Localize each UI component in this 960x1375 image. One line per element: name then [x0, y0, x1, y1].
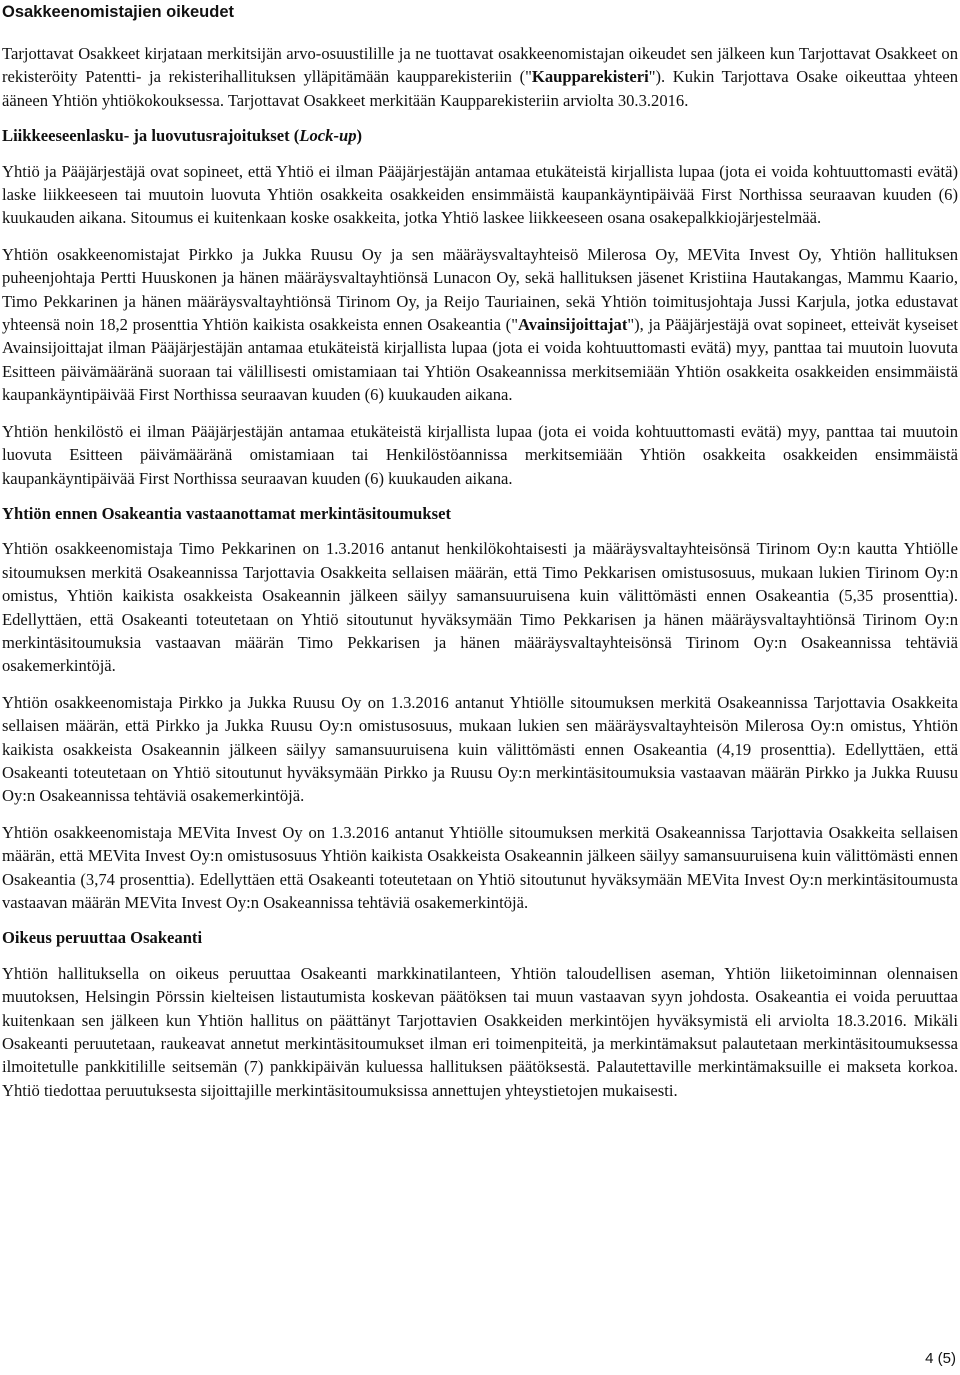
- cancellation-paragraph: Yhtiön hallituksella on oikeus peruuttaa Osakeanti markkinatilanteen, Yhtiön taloudellisen aseman, Yhtiön liiketoiminnan olennaisen muutoksen, Helsingin Pörssin kielteisen listautumista koskevan päätöksen tai muun vastaavan syyn johdosta. Osakeantia ei voida peruuttaa kuitenkaan sen jälkeen kun Yhtiön hallitus on päättänyt Tarjottavien Osakkeiden merkintöjen hyväksymistä eli arviolta 18.3.2016. Mikäli Osakeanti peruutetaan, raukeavat annetut merkintäsitoumukset ilman eri toimenpiteitä, ja merkintämaksut palautetaan merkintäsitoumuksessa ilmoitetulle pankkitilille seitsemän (7) pankkipäivän kuluessa hallituksen päätöksestä. Palautettaville merkintämaksuille ei makseta korkoa. Yhtiö tiedottaa peruutuksesta sijoittajille merkintäsitoumuksissa annettujen yhteystietojen mukaisesti.: [2, 963, 958, 1100]
- defined-term: Avainsijoittajat: [517, 315, 628, 335]
- text-run: Tarjottavat Osakkeet kirjataan merkitsijän arvo-osuustilille ja ne tuottavat osakkeenomistajan oikeudet sen jälkeen kun Tarjottavat Osakkeet on rekisteröity Patentti- ja rekisterihallituksen ylläpitämään kaupparekisteriin (": [2, 44, 958, 87]
- commitment-paragraph-3: Yhtiön osakkeenomistaja MEVita Invest Oy on 1.3.2016 antanut Yhtiölle sitoumuksen merkitä Osakeannissa Tarjottavia Osakkeita sellaisen määrän, että MEVita Invest Oy:n omistusosuus Yhtiön kaikista Osakkeista Osakeannin jälkeen säilyy samansuuruisena kuin välittömästi ennen Osakeantia (3,74 prosenttia). Edellyttäen että Osakeanti toteutetaan on Yhtiö sitoutunut hyväksymään MEVita Invest Oy:n merkintäsitoumusta vastaavan määrän MEVita Invest Oy:n Osakeannissa tehtäviä osakemerkintöjä.: [2, 822, 958, 912]
- lockup-paragraph-3: Yhtiön henkilöstö ei ilman Pääjärjestäjän antamaa etukäteistä kirjallista lupaa (jota ei voida kohtuuttomasti evätä) myy, panttaa tai muutoin luovuta Esitteen päivämääränä omistamiaan tai Henkilöstöannissa merkitsemiään Yhtiön osakkeita osakkeiden ensimmäistä kaupankäyntipäivää First Northissa seuraavan kuuden (6) kuukauden aikana.: [2, 421, 958, 488]
- text-run: "), ja Pääjärjestäjä ovat sopineet, etteivät kyseiset Avainsijoittajat ilman Pääjärjestäjän antamaa etukäteistä kirjallista lupaa (jota ei voida kohtuuttomasti evätä) myy, panttaa tai muutoin luovuta Esitteen päivämääränä suoraan tai välillisesti omistamiaan tai Yhtiön Osakeannissa merkitsemiään Yhtiön osakkeita osakkeiden ensimmäistä kaupankäyntipäivää First Northissa seuraavan kuuden (6) kuukauden aikana.: [2, 315, 958, 405]
- text-run: "). Kukin Tarjottava Osake oikeuttaa yhteen ääneen Yhtiön yhtiökokouksessa. Tarjottavat Osakkeet merkitään Kaupparekisteriin arviolta 30.3.2016.: [2, 67, 958, 110]
- heading-italic: Lock-up: [299, 126, 357, 146]
- commitment-paragraph-2: Yhtiön osakkeenomistaja Pirkko ja Jukka Ruusu Oy on 1.3.2016 antanut Yhtiölle sitoumuksen merkitä Osakeannissa Tarjottavia Osakkeita sellaisen määrän, että Pirkko ja Jukka Ruusu Oy:n omistusosuus, mukaan lukien sen määräysvaltayhteisön Milerosa Oy:n omistus, Yhtiön kaikista osakkeista Osakeannin jälkeen säilyy samansuuruisena kuin välittömästi ennen Osakeantia (4,19 prosenttia). Edellyttäen, että Osakeanti toteutetaan on Yhtiö sitoutunut hyväksymään Pirkko ja Ruusu Oy:n merkintäsitoumuksia vastaavan määrän Pirkko ja Jukka Ruusu Oy:n Osakeannissa tehtäviä osakemerkintöjä.: [2, 692, 958, 806]
- text-run: Yhtiön osakkeenomistajat Pirkko ja Jukka Ruusu Oy ja sen määräysvaltayhteisö Milerosa Oy, MEVita Invest Oy, Yhtiön hallituksen puheenjohtaja Pertti Huuskonen ja hänen määräysvaltayhtiönsä Lunacon Oy, sekä hallituksen jäsenet Kristiina Hautakangas, Mammu Kaario, Timo Pekkarinen ja hänen määräysvaltayhtiönsä Tirinom Oy, ja Reijo Tauriainen, sekä Yhtiön toimitusjohtaja Jussi Karjula, jotka edustavat yhteensä noin 18,2 prosenttia Yhtiön kaikista osakkeista ennen Osakeantia (": [2, 244, 958, 335]
- page-number: 4 (5): [925, 1350, 956, 1367]
- lockup-paragraph-2: [2, 243, 958, 407]
- lockup-paragraph-1: Yhtiö ja Pääjärjestäjä ovat sopineet, että Yhtiö ei ilman Pääjärjestäjän antamaa etukäteistä kirjallista lupaa (jota ei voida kohtuuttomasti evätä) laske liikkeeseen tai muutoin luovuta Yhtiön osakkeita osakkeiden ensimmäistä kaupankäyntipäivää First Northissa seuraavan kuuden (6) kuukauden aikana. Sitoumus ei kuitenkaan koske osakkeita, jotka Yhtiö laskee liikkeeseen osana osakepalkkiojärjestelmää.: [2, 161, 958, 228]
- commitment-paragraph-1: Yhtiön osakkeenomistaja Timo Pekkarinen on 1.3.2016 antanut henkilökohtaisesti ja määräysvaltayhteisönsä Tirinom Oy:n kautta Yhtiölle sitoumuksen merkitä Osakeannissa Tarjottavia Osakkeita sellaisen määrän, että Timo Pekkarisen omistusosuus, mukaan lukien Tirinom Oy:n omistus, Yhtiön kaikista osakkeista Osakeannin jälkeen säilyy samansuuruisena kuin välittömästi ennen Osakeantia (5,35 prosenttia). Edellyttäen, että Osakeanti toteutetaan on Yhtiö sitoutunut hyväksymään Timo Pekkarisen ja hänen määräysvaltayhtiönsä Tirinom Oy:n merkintäsitoumuksia vastaavan määrän Timo Pekkarisen ja hänen määräysvaltayhteisönsä Tirinom Oy:n Osakeannissa tehtäviä osakemerkintöjä.: [2, 539, 958, 676]
- section-heading-lockup: [2, 124, 958, 147]
- section-heading-cancellation: Oikeus peruuttaa Osakeanti: [2, 928, 203, 948]
- shareholder-rights-paragraph: [2, 42, 958, 112]
- page-title: Osakkeenomistajien oikeudet: [2, 3, 235, 21]
- heading-text: ): [356, 126, 363, 146]
- defined-term: Kaupparekisteri: [531, 67, 649, 87]
- section-heading-commitments: Yhtiön ennen Osakeantia vastaanottamat merkintäsitoumukset: [2, 503, 451, 523]
- heading-text: Liikkeeseenlasku- ja luovutusrajoitukset (: [2, 126, 300, 146]
